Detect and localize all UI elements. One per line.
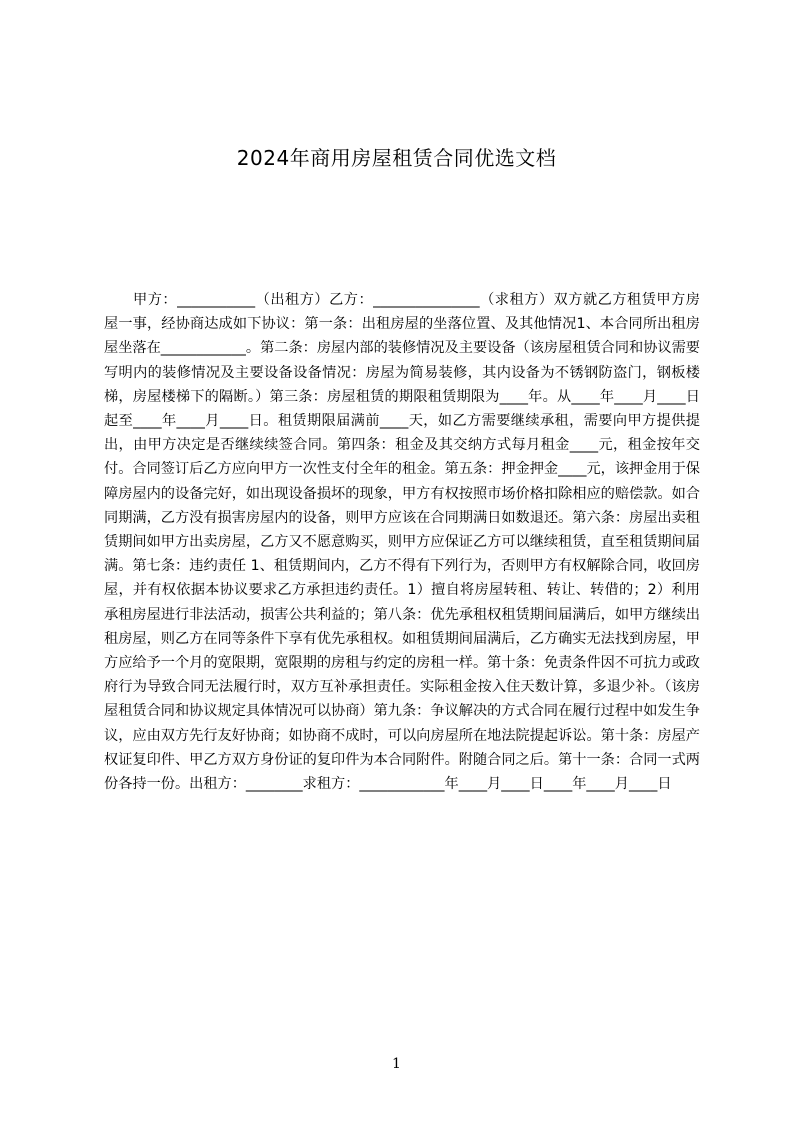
contract-body-text: 甲方：___________（出租方）乙方：_______________（求租方）双方就乙方租赁甲方房屋一事，经协商达成如下协议：第一条：出租房屋的坐落位置、及其他情况1、本合同所出租房屋坐落在____________。第二条：房屋内部的装修情况及主要设备（该房屋租赁合同和协议需要写明内的装修情况及主要设备设备情况：房屋为简易装修，其内设备为不锈钢防盗门，钢板楼梯，房屋楼梯下的隔断。）第三条：房屋租赁的期限租赁期限为____年。从____年____月____日起至____年____月____日。租赁期限届满前____天，如乙方需要继续承租，需要向甲方提供提出，由甲方决定是否继续续签合同。第四条：租金及其交纳方式每月租金____元，租金按年交付。合同签订后乙方应向甲方一次性支付全年的租金。第五条：押金押金____元，该押金用于保障房屋内的设备完好，如出现设备损坏的现象，甲方有权按照市场价格扣除相应的赔偿款。如合同期满，乙方没有损害房屋内的设备，则甲方应该在合同期满日如数退还。第六条：房屋出卖租赁期间如甲方出卖房屋，乙方又不愿意购买，则甲方应保证乙方可以继续租赁，直至租赁期间届满。第七条：违约责任 1、租赁期间内，乙方不得有下列行为，否则甲方有权解除合同，收回房屋，并有权依据本协议要求乙方承担违约责任。1）擅自将房屋转租、转让、转借的；2）利用承租房屋进行非法活动，损害公共利益的；第八条：优先承租权租赁期间届满后，如甲方继续出租房屋，则乙方在同等条件下享有优先承租权。如租赁期间届满后，乙方确实无法找到房屋，甲方应给予一个月的宽限期，宽限期的房租与约定的房租一样。第十条：免责条件因不可抗力或政府行为导致合同无法履行时，双方互补承担责任。实际租金按入住天数计算，多退少补。（该房屋租赁合同和协议规定具体情况可以协商）第九条：争议解决的方式合同在履行过程中如发生争议，应由双方先行友好协商；如协商不成时，可以向房屋所在地法院提起诉讼。第十条：房屋产权证复印件、甲乙方双方身份证的复印件为本合同附件。附随合同之后。第十一条：合同一式两份各持一份。出租方：________求租方：____________年____月____日____年____月____日 — [104, 292, 700, 793]
page-number: 1 — [392, 1056, 401, 1072]
document-title: 2024年商用房屋租赁合同优选文档 — [236, 146, 557, 170]
